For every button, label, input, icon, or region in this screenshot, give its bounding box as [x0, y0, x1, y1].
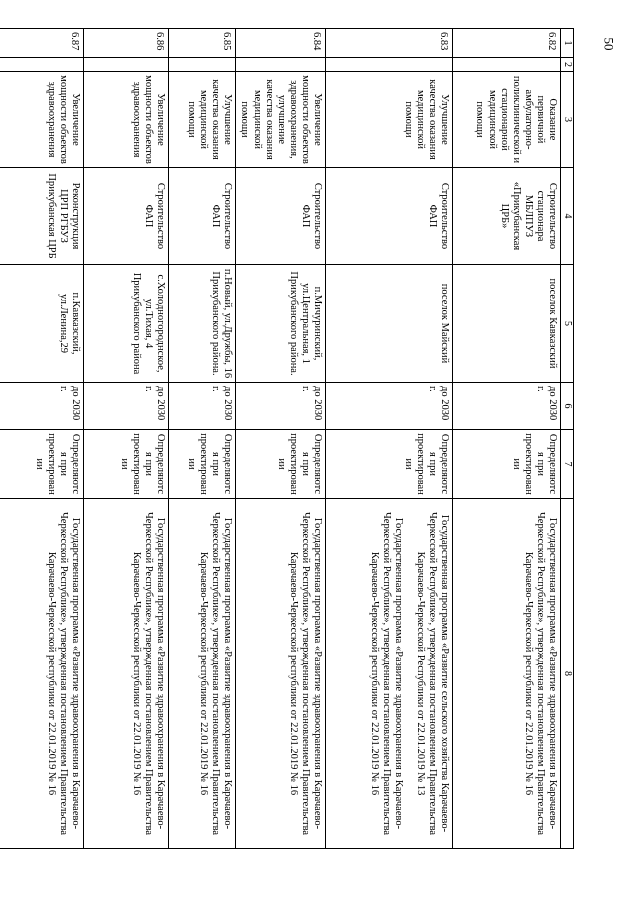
row-measure: Строительство ФАП	[236, 168, 326, 265]
row-measure: Строительство ФАП	[84, 168, 169, 265]
table-row	[169, 29, 236, 849]
document-reference: Государственная программа «Развитие сельского хозяйства Карачаево-Черкесской Республике», утвержденная постановлением Правительства Карачаево-Черкесской Республики от 22.01.2019 № 13	[415, 511, 451, 836]
row-measure: Реконструкция ЦРП РГБУЗ Прикубанская ЦРБ	[0, 168, 84, 265]
row-location: п.Новый, ул.Дружбы, 16 Прикубанского района.	[169, 265, 236, 383]
document-reference: Государственная программа «Развитие здравоохранения в Карачаево-Черкесской Республике», утвержденная постановлением Правительства Карачаево-Черкесской республики от 22.01.2019 № 16	[197, 511, 234, 836]
column-header: 7	[561, 430, 574, 499]
row-col2	[169, 58, 236, 72]
table-row	[326, 29, 453, 849]
column-header: 6	[561, 383, 574, 430]
row-documents	[169, 499, 236, 849]
row-goal: Увеличение мощности объектов здравоохранения, улучшение качества оказания медицинской помощи	[236, 72, 326, 168]
row-goal: Оказание первичной амбулаторно-поликлинической и стационарной медицинской помощи	[453, 72, 561, 168]
row-number: 6.86	[84, 29, 169, 58]
row-location: поселок Кавказский	[453, 265, 561, 383]
row-goal: Увеличение мощности объектов здравоохранения	[0, 72, 84, 168]
row-location: поселок Майский	[326, 265, 453, 383]
row-documents	[84, 499, 169, 849]
row-params: Определяются при проектировании	[326, 430, 453, 499]
row-documents	[326, 499, 453, 849]
document-reference: Государственная программа «Развитие здравоохранения в Карачаево-Черкесской Республике», утвержденная постановлением Правительства Карачаево-Черкесской республики от 22.01.2019 № 16	[368, 511, 404, 836]
row-measure: Строительство стационара МБЛПУЗ «Прикубанская ЦРБ»	[453, 168, 561, 265]
row-number: 6.85	[169, 29, 236, 58]
row-measure: Строительство ФАП	[169, 168, 236, 265]
table-row	[84, 29, 169, 849]
row-number: 6.83	[326, 29, 453, 58]
row-goal: Улучшение качества оказания медицинской помощи	[326, 72, 453, 168]
document-reference: Государственная программа «Развитие здравоохранения в Карачаево-Черкесской Республике», утвержденная постановлением Правительства Карачаево-Черкесской республики от 22.01.2019 № 16	[523, 511, 559, 836]
row-col2	[84, 58, 169, 72]
row-term: до 2030 г.	[84, 383, 169, 430]
measures-table	[0, 28, 574, 849]
row-term: до 2030 г.	[326, 383, 453, 430]
row-term: до 2030 г.	[0, 383, 84, 430]
row-documents	[453, 499, 561, 849]
row-params: Определяются при проектировании	[0, 430, 84, 499]
rotated-table-sheet	[14, 28, 574, 848]
document-reference: Государственная программа «Развитие здравоохранения в Карачаево-Черкесской Республике», утвержденная постановлением Правительства Карачаево-Черкесской республики от 22.01.2019 № 16	[130, 511, 167, 836]
row-documents	[0, 499, 84, 849]
table-row	[453, 29, 561, 849]
document-reference: Государственная программа «Развитие здравоохранения в Карачаево-Черкесской Республике», утвержденная постановлением Правительства Карачаево-Черкесской республики от 22.01.2019 № 16	[45, 511, 82, 836]
row-term: до 2030 г.	[236, 383, 326, 430]
row-number: 6.87	[0, 29, 84, 58]
table-row	[236, 29, 326, 849]
row-location: п.Мичуринский, ул.Центральная, 1 Прикубанского района.	[236, 265, 326, 383]
row-col2	[453, 58, 561, 72]
row-term: до 2030 г.	[169, 383, 236, 430]
row-location: п.Кавказский, ул.Ленина,29	[0, 265, 84, 383]
page-number: 50	[601, 37, 617, 51]
row-number: 6.82	[453, 29, 561, 58]
column-header: 3	[561, 72, 574, 168]
row-params: Определяются при проектировании	[453, 430, 561, 499]
row-params: Определяются при проектировании	[236, 430, 326, 499]
column-header: 5	[561, 265, 574, 383]
row-term: до 2030 г.	[453, 383, 561, 430]
row-documents	[236, 499, 326, 849]
row-col2	[0, 58, 84, 72]
row-goal: Увеличение мощности объектов здравоохранения	[84, 72, 169, 168]
column-header: 8	[561, 499, 574, 849]
row-goal: Улучшение качества оказания медицинской помощи	[169, 72, 236, 168]
row-col2	[236, 58, 326, 72]
row-params: Определяются при проектировании	[84, 430, 169, 499]
row-measure: Строительство ФАП	[326, 168, 453, 265]
row-number: 6.84	[236, 29, 326, 58]
row-params: Определяются при проектировании	[169, 430, 236, 499]
column-header: 1	[561, 29, 574, 58]
row-location: с.Холодногороднское, ул.Тихая, 4 Прикубанского района	[84, 265, 169, 383]
table-row	[0, 29, 84, 849]
column-header: 2	[561, 58, 574, 72]
column-number-row	[561, 29, 574, 849]
document-reference: Государственная программа «Развитие здравоохранения в Карачаево-Черкесской Республике», утвержденная постановлением Правительства Карачаево-Черкесской республики от 22.01.2019 № 16	[288, 511, 324, 836]
column-header: 4	[561, 168, 574, 265]
row-col2	[326, 58, 453, 72]
